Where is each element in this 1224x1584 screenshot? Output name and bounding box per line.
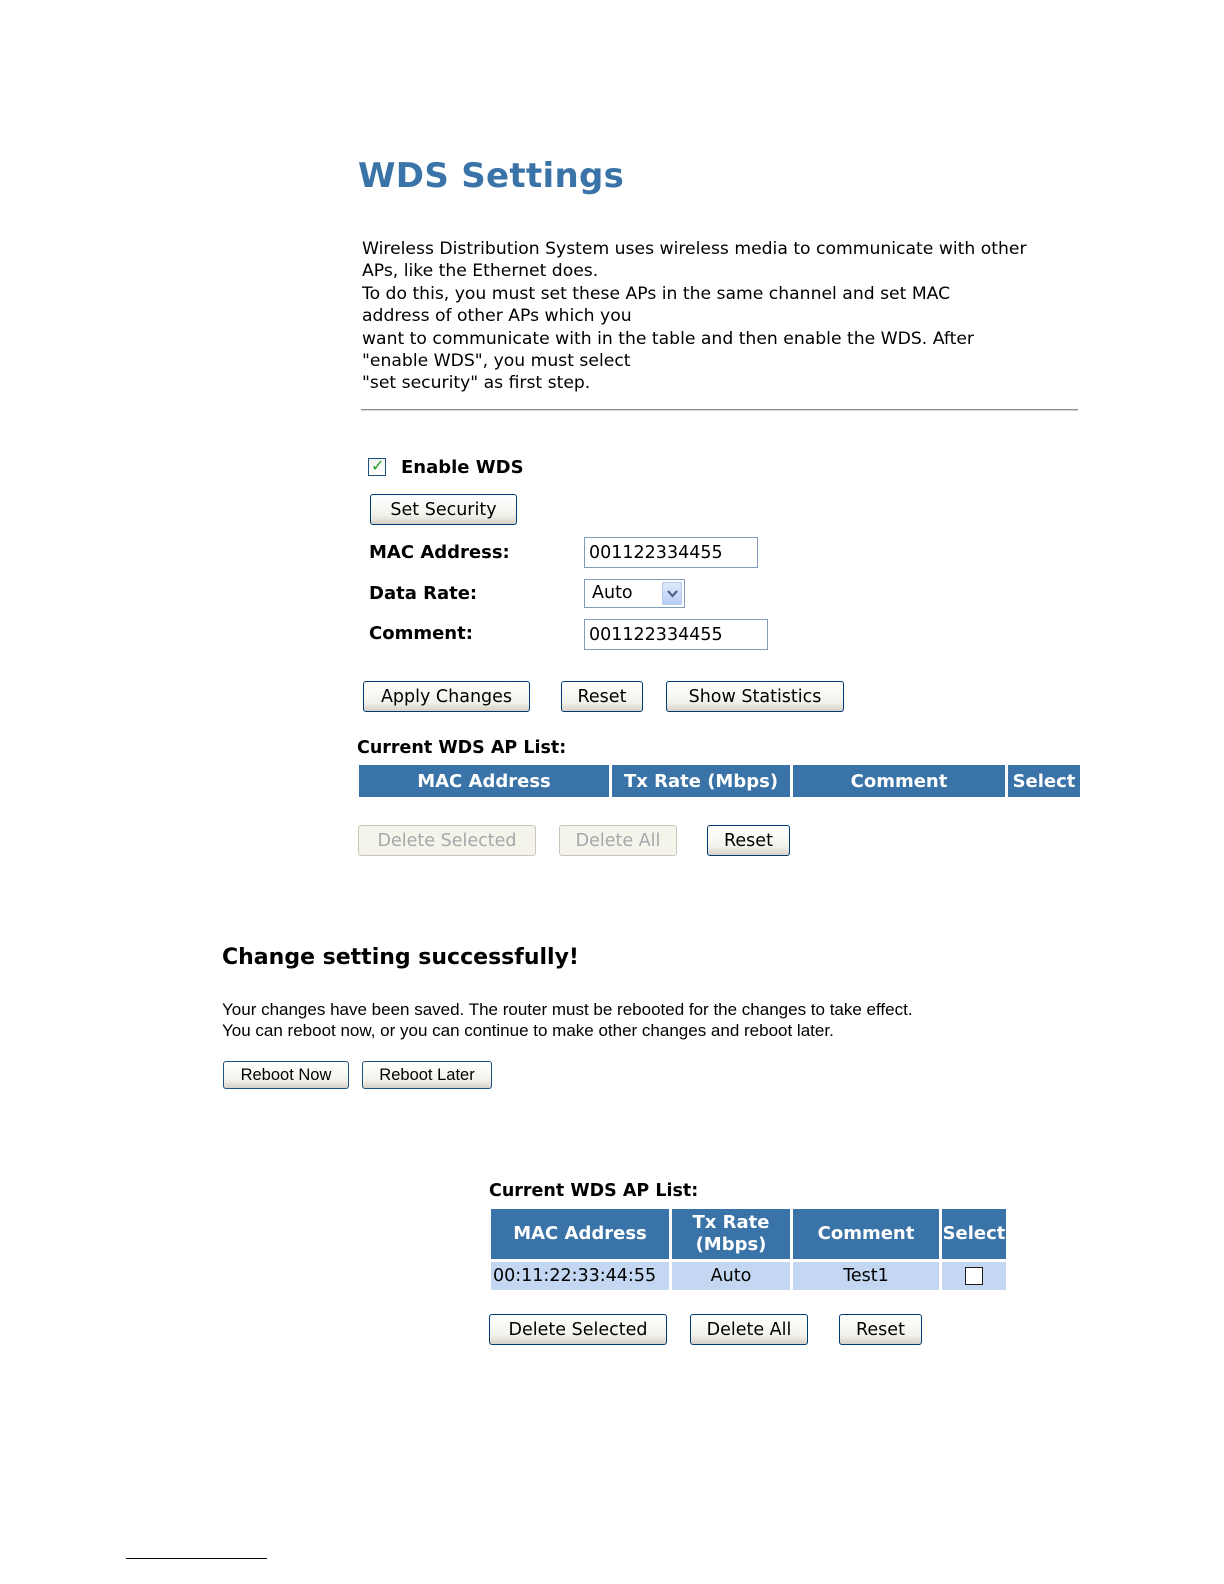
column-header-tx-rate — [672, 1209, 790, 1259]
cell-comment: Test1 — [793, 1262, 939, 1290]
description-line: address of other APs which you — [362, 306, 632, 327]
page-title: WDS Settings — [358, 156, 625, 196]
column-header-tx-rate-line2: (Mbps) — [695, 1234, 767, 1255]
success-message-line: Your changes have been saved. The router must be rebooted for the changes to take effect. — [222, 1000, 913, 1019]
column-header-mac: MAC Address — [359, 765, 609, 797]
wds-ap-list-title: Current WDS AP List: — [357, 738, 567, 758]
comment-label: Comment: — [369, 623, 473, 644]
wds-ap-list-title: Current WDS AP List: — [489, 1181, 699, 1201]
table-header-row — [491, 1209, 1006, 1259]
cell-select — [942, 1262, 1006, 1290]
chevron-down-icon[interactable] — [662, 582, 682, 605]
row-select-checkbox[interactable] — [965, 1267, 983, 1285]
column-header-comment: Comment — [793, 1209, 939, 1259]
delete-selected-button[interactable]: Delete Selected — [358, 825, 536, 856]
column-header-select: Select — [942, 1209, 1006, 1259]
wds-ap-list-table — [488, 1206, 1009, 1293]
footnote-separator — [126, 1558, 267, 1559]
data-rate-label: Data Rate: — [369, 583, 478, 604]
list-reset-button[interactable]: Reset — [839, 1314, 922, 1345]
reboot-now-button[interactable]: Reboot Now — [223, 1061, 349, 1089]
enable-wds-checkbox[interactable] — [368, 458, 386, 476]
description-line: want to communicate with in the table and then enable the WDS. After — [362, 328, 974, 349]
mac-address-label: MAC Address: — [369, 542, 510, 563]
description-line: "enable WDS", you must select — [362, 351, 631, 372]
set-security-button[interactable]: Set Security — [370, 494, 517, 525]
column-header-tx-rate: Tx Rate (Mbps) — [612, 765, 790, 797]
reset-button[interactable]: Reset — [561, 681, 643, 712]
data-rate-select[interactable] — [584, 579, 685, 608]
table-row — [491, 1262, 1006, 1290]
description — [362, 238, 1082, 395]
reboot-later-button[interactable]: Reboot Later — [362, 1061, 492, 1089]
delete-all-button[interactable]: Delete All — [559, 825, 677, 856]
enable-wds-label: Enable WDS — [401, 457, 524, 478]
comment-input[interactable]: 001122334455 — [584, 619, 768, 650]
success-message — [222, 999, 913, 1041]
success-title: Change setting successfully! — [222, 945, 579, 970]
delete-selected-button[interactable]: Delete Selected — [489, 1314, 667, 1345]
column-header-select: Select — [1008, 765, 1080, 797]
checkmark-icon: ✓ — [371, 456, 385, 475]
description-line: APs, like the Ethernet does. — [362, 261, 599, 282]
list-reset-button[interactable]: Reset — [707, 825, 790, 856]
description-line: "set security" as first step. — [362, 373, 591, 394]
table-header-row — [359, 765, 1080, 797]
wds-ap-list-table — [356, 765, 1083, 797]
column-header-comment: Comment — [793, 765, 1005, 797]
apply-changes-button[interactable]: Apply Changes — [363, 681, 530, 712]
delete-all-button[interactable]: Delete All — [690, 1314, 808, 1345]
column-header-tx-rate-line1: Tx Rate — [692, 1212, 770, 1233]
data-rate-value: Auto — [592, 583, 633, 603]
success-message-line: You can reboot now, or you can continue to make other changes and reboot later. — [222, 1021, 834, 1040]
mac-address-input[interactable]: 001122334455 — [584, 537, 758, 568]
column-header-mac: MAC Address — [491, 1209, 669, 1259]
description-line: Wireless Distribution System uses wireless media to communicate with other — [362, 239, 1027, 259]
show-statistics-button[interactable]: Show Statistics — [666, 681, 844, 712]
description-line: To do this, you must set these APs in the same channel and set MAC — [362, 283, 951, 304]
divider — [361, 409, 1078, 411]
cell-tx-rate: Auto — [672, 1262, 790, 1290]
cell-mac: 00:11:22:33:44:55 — [491, 1262, 669, 1290]
